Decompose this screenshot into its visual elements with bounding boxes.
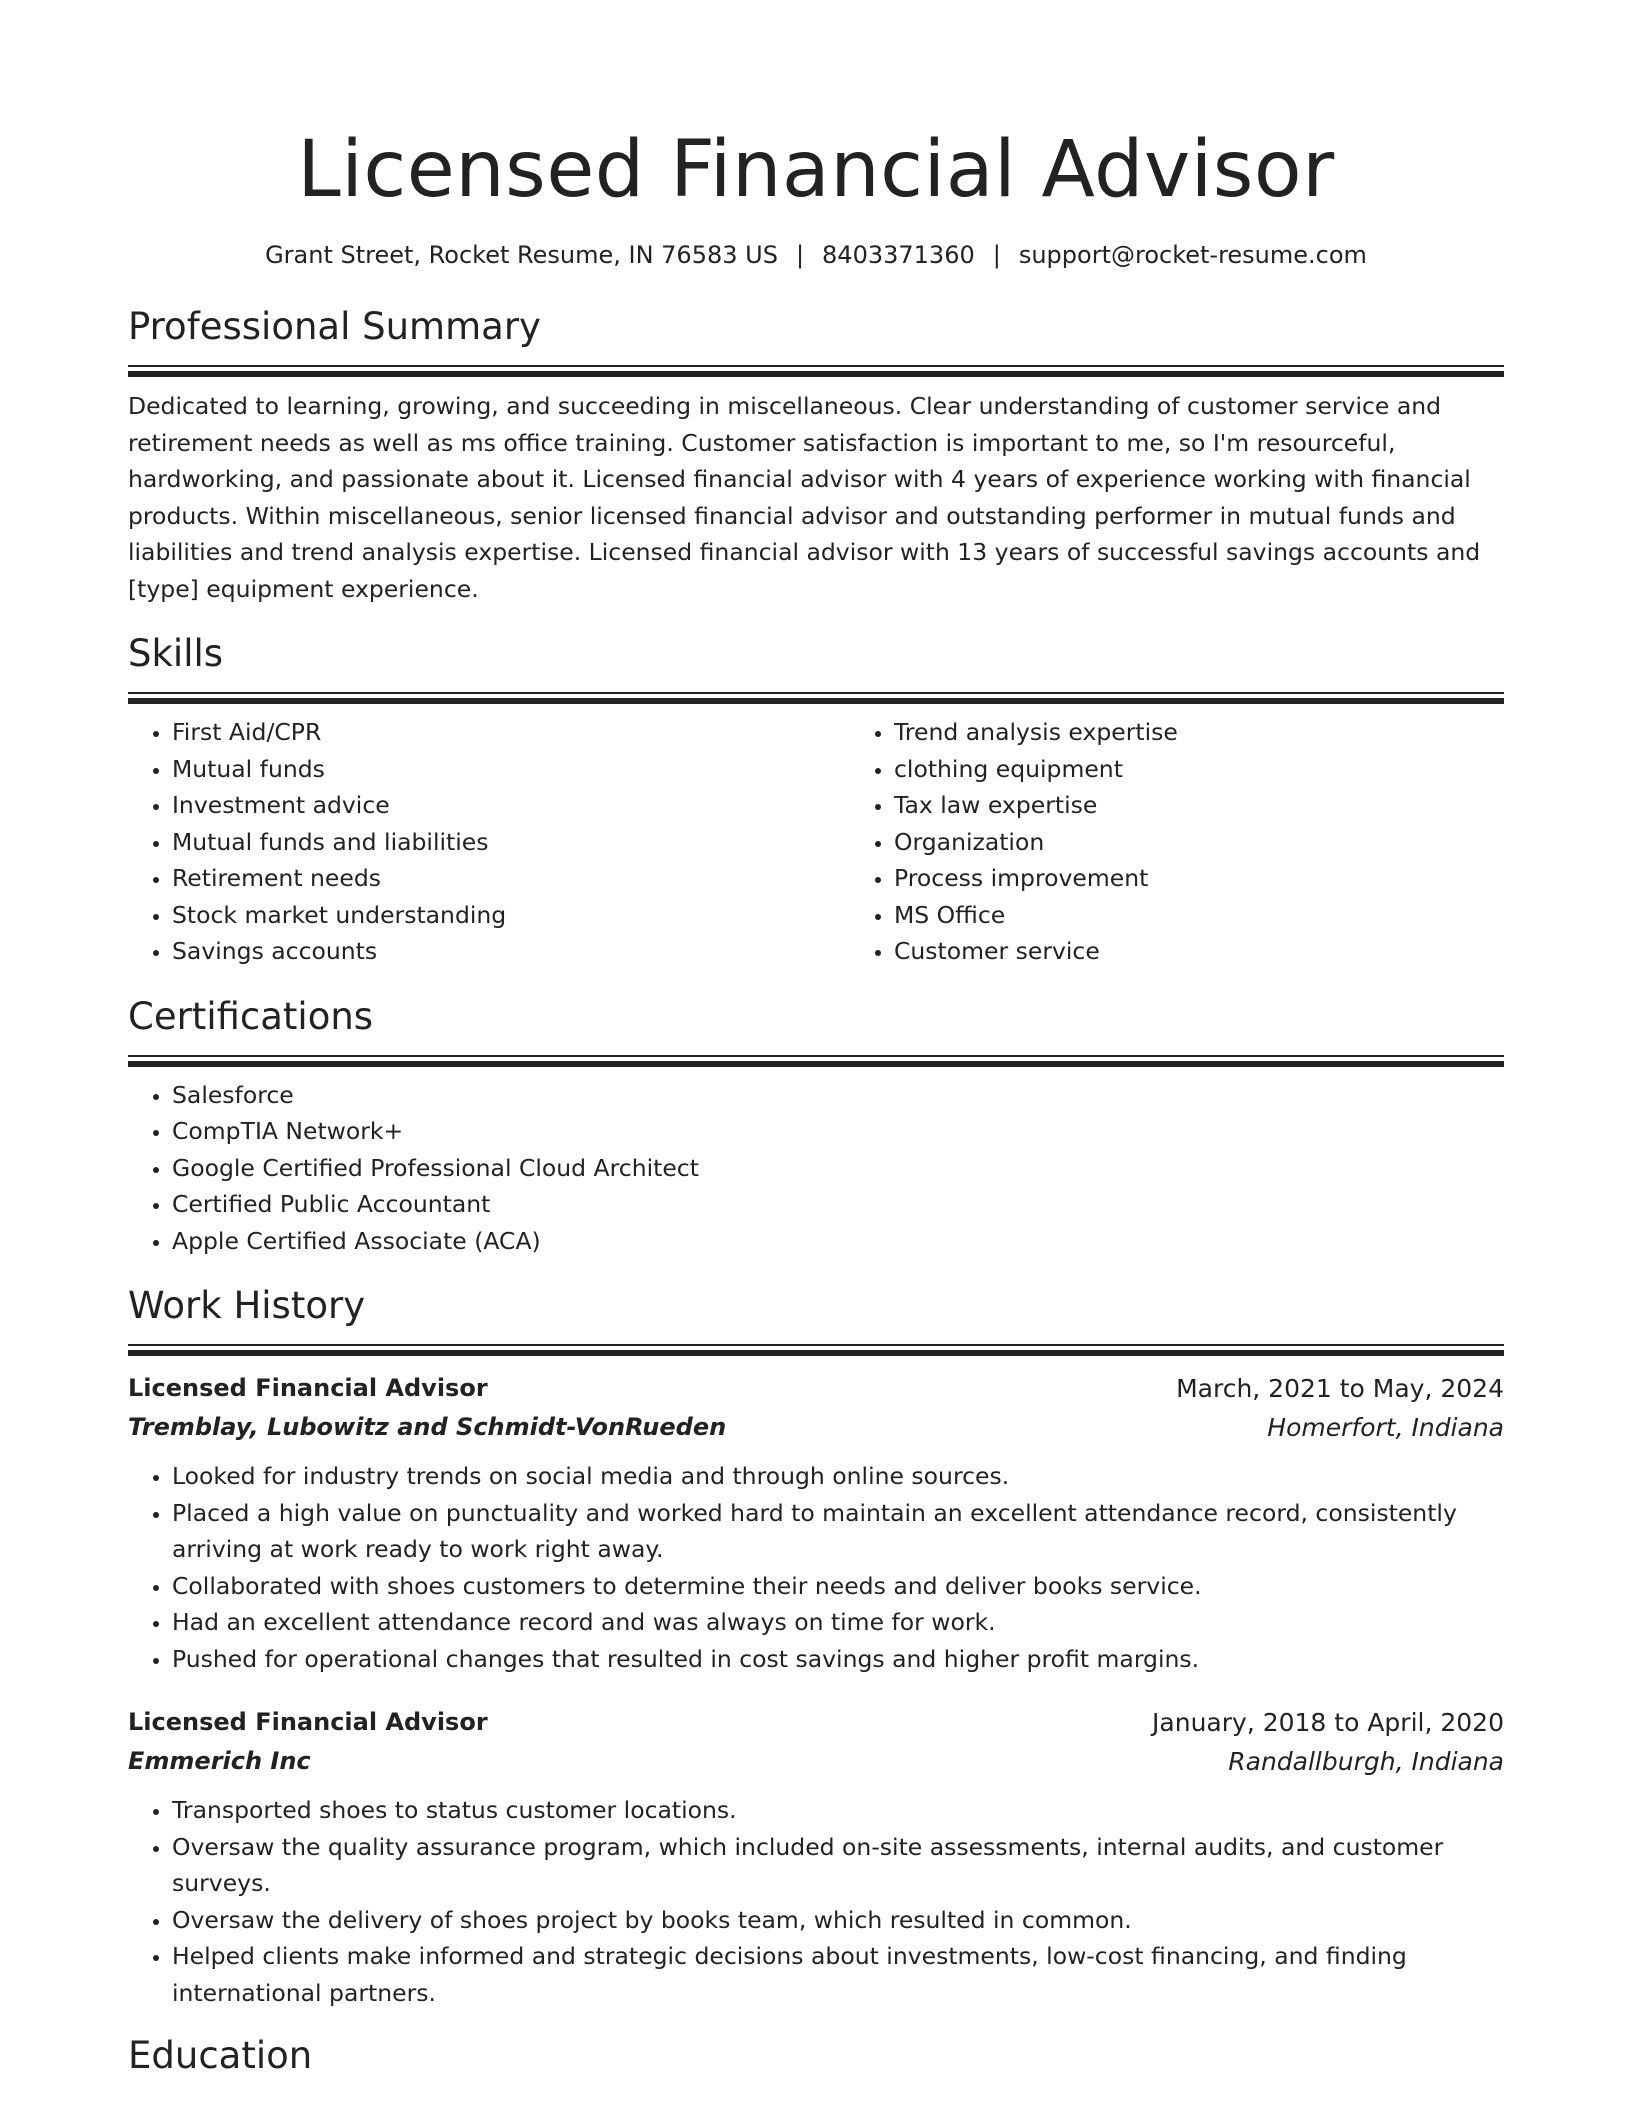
job-bullet: • Transported shoes to status customer locations. [172,1792,1504,1829]
job-bullet: • Oversaw the delivery of shoes project by books team, which resulted in common. [172,1902,1504,1939]
skill-item: • Stock market understanding [172,897,850,934]
certification-item: • Certified Public Accountant [172,1186,1504,1223]
contact-separator: | [795,241,805,269]
skills-section [128,629,1504,970]
job-title: Licensed Financial Advisor [128,1374,488,1402]
job-bullet: • Oversaw the quality assurance program, which included on-site assessments, internal audits, and customer surveys. [172,1829,1504,1902]
skills-list-right [850,714,1572,970]
skill-item: • Retirement needs [172,860,850,897]
contact-email: support@rocket-resume.com [1018,241,1367,269]
certification-item: • Apple Certified Associate (ACA) [172,1223,1504,1260]
certifications-list [128,1077,1504,1260]
skill-item: • Process improvement [894,860,1572,897]
skill-item: • clothing equipment [894,751,1572,788]
skills-grid [128,714,1504,970]
skill-item: • Mutual funds and liabilities [172,824,850,861]
job-bullet: • Placed a high value on punctuality and worked hard to maintain an excellent attendance record, consistently arriving at work ready to work right away. [172,1495,1504,1568]
skill-item: • MS Office [894,897,1572,934]
certification-item: • CompTIA Network+ [172,1113,1504,1150]
skill-item: • Tax law expertise [894,787,1572,824]
job-dates: January, 2018 to April, 2020 [1152,1708,1504,1737]
contact-phone: 8403371360 [822,241,975,269]
section-title-summary: Professional Summary [128,305,541,348]
contact-separator: | [992,241,1001,269]
job-company: Emmerich Inc [128,1747,311,1775]
section-divider [128,692,1504,705]
job-bullets [128,1458,1504,1677]
certifications-section [128,992,1504,1260]
section-divider [128,365,1504,378]
job-subheader [128,1742,1504,1781]
skill-item: • Mutual funds [172,751,850,788]
job-bullet: • Had an excellent attendance record and was always on time for work. [172,1604,1504,1641]
education-section [128,2031,1504,2081]
job-bullets [128,1792,1504,2011]
work-history-section [128,1281,1504,2011]
section-title-skills: Skills [128,632,224,675]
job-bullet: • Looked for industry trends on social media and through online sources. [172,1458,1504,1495]
job-location: Randallburgh, Indiana [1228,1747,1504,1776]
skill-item: • First Aid/CPR [172,714,850,751]
summary-section [128,302,1504,607]
job-dates: March, 2021 to May, 2024 [1176,1374,1504,1403]
skill-item: • Savings accounts [172,933,850,970]
contact-address: Grant Street, Rocket Resume, IN 76583 US [265,241,778,269]
job-company: Tremblay, Lubowitz and Schmidt-VonRueden [128,1413,727,1441]
section-title-work-history: Work History [128,1284,366,1327]
contact-line [128,238,1504,272]
job-header [128,1703,1504,1742]
job-title: Licensed Financial Advisor [128,1708,488,1736]
certification-item: • Salesforce [172,1077,1504,1114]
job-bullet: • Collaborated with shoes customers to determine their needs and deliver books service. [172,1568,1504,1605]
job-location: Homerfort, Indiana [1267,1413,1504,1442]
job-bullet: • Pushed for operational changes that resulted in cost savings and higher profit margins. [172,1641,1504,1678]
job-subheader [128,1408,1504,1447]
section-divider [128,1344,1504,1357]
skill-item: • Investment advice [172,787,850,824]
resume-page [128,0,1504,2081]
job-entry [128,1703,1504,2011]
job-bullet: • Helped clients make informed and strategic decisions about investments, low-cost financing, and finding international partners. [172,1938,1504,2011]
section-divider [128,1055,1504,1068]
skill-item: • Trend analysis expertise [894,714,1572,751]
job-header [128,1369,1504,1408]
section-title-certifications: Certifications [128,994,374,1038]
skill-item: • Organization [894,824,1572,861]
skill-item: • Customer service [894,933,1572,970]
certification-item: • Google Certified Professional Cloud Architect [172,1150,1504,1187]
job-entry [128,1369,1504,1677]
skills-list-left [128,714,850,970]
summary-text: Dedicated to learning, growing, and succeeding in miscellaneous. Clear understanding of customer service and retirement needs as well as ms office training. Customer satisfaction is important to me, so I'm resourceful, hardworking, and passionate about it. Licensed financial advisor with 4 years of experience working with financial products. Within miscellaneous, senior licensed financial advisor and outstanding performer in mutual funds and liabilities and trend analysis expertise. Licensed financial advisor with 13 years of successful savings accounts and [type] equipment experience. [128,392,1481,603]
page-title: Licensed Financial Advisor [297,125,1335,215]
section-title-education: Education [128,2034,313,2077]
